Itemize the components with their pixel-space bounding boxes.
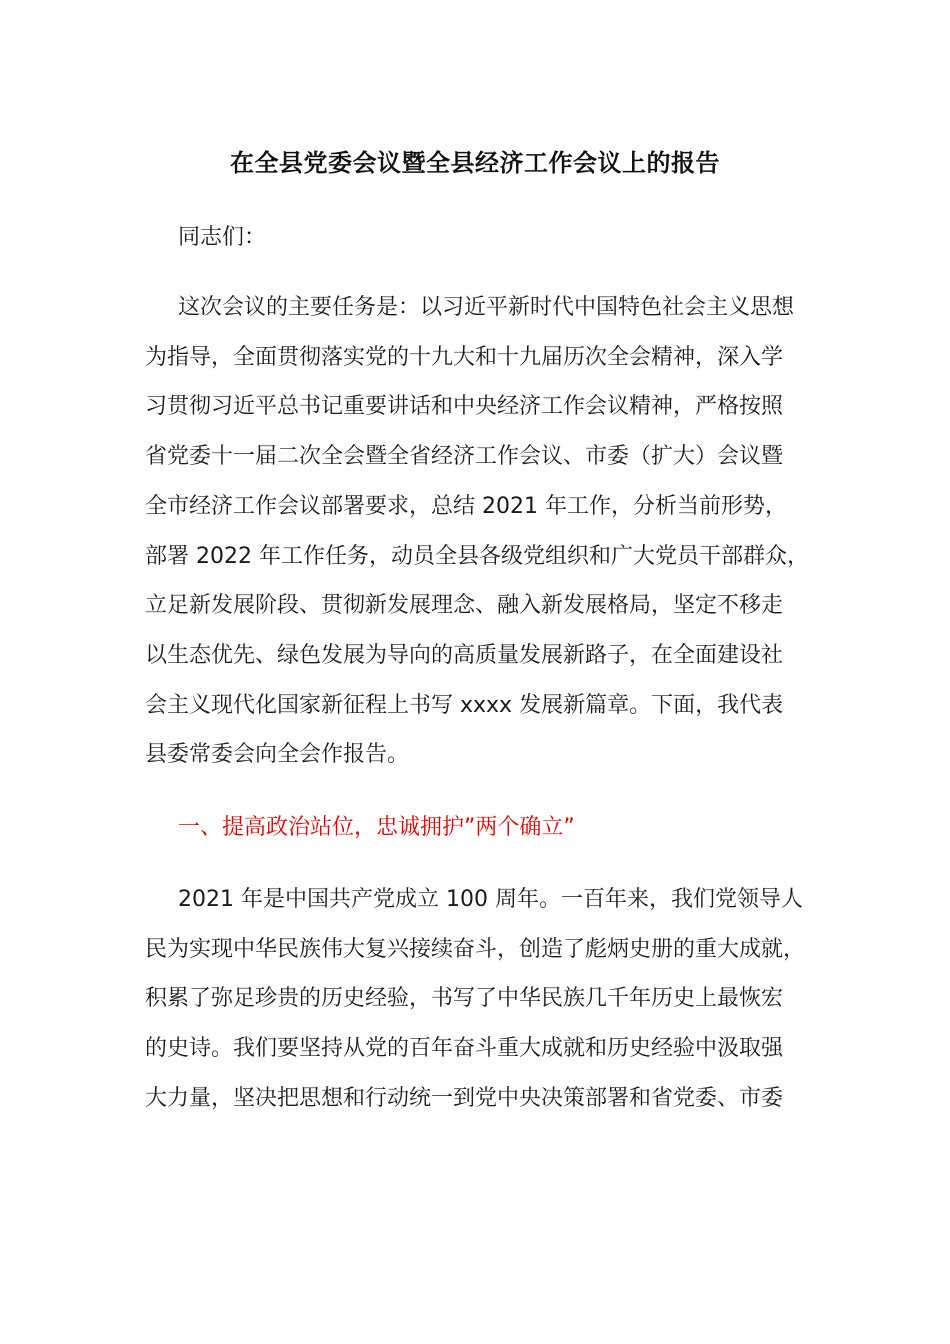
salutation: 同志们： [178,225,267,250]
paragraph-line: 的史诗。我们要坚持从党的百年奋斗重大成就和历史经验中汲取强 [145,1036,784,1062]
paragraph-line: 省党委十一届二次全会暨全省经济工作会议、市委（扩大）会议暨 [145,444,784,470]
paragraph-line: 这次会议的主要任务是：以习近平新时代中国特色社会主义思想 [178,295,795,320]
section-heading: 一、提高政治站位，忠诚拥护”两个确立” [178,815,575,840]
paragraph-line: 会主义现代化国家新征程上书写 xxxx 发展新篇章。下面，我代表 [145,692,784,718]
paragraph-line: 县委常委会向全会作报告。 [145,742,410,768]
paragraph-intro [145,283,835,780]
paragraph-line: 为指导，全面贯彻落实党的十九大和十九届历次全会精神，深入学 [145,344,784,370]
paragraph-line: 立足新发展阶段、贯彻新发展理念、融入新发展格局，坚定不移走 [145,593,784,619]
paragraph-line: 民为实现中华民族伟大复兴接续奋斗，创造了彪炳史册的重大成就， [145,936,806,962]
paragraph-line: 2021 年是中国共产党成立 100 周年。一百年来，我们党领导人 [178,887,803,912]
paragraph-line: 以生态优先、绿色发展为导向的高质量发展新路子，在全面建设社 [145,642,784,668]
paragraph-line: 部署 2022 年工作任务，动员全县各级党组织和广大党员干部群众， [145,543,809,569]
paragraph-line: 习贯彻习近平总书记重要讲话和中央经济工作会议精神，严格按照 [145,394,784,420]
paragraph-section1 [145,875,835,1124]
paragraph-line: 积累了弥足珍贵的历史经验，书写了中华民族几千年历史上最恢宏 [145,986,784,1012]
paragraph-line: 大力量，坚决把思想和行动统一到党中央决策部署和省党委、市委 [145,1085,784,1111]
document-title: 在全县党委会议暨全县经济工作会议上的报告 [230,149,720,177]
paragraph-line: 全市经济工作会议部署要求，总结 2021 年工作，分析当前形势， [145,493,787,519]
